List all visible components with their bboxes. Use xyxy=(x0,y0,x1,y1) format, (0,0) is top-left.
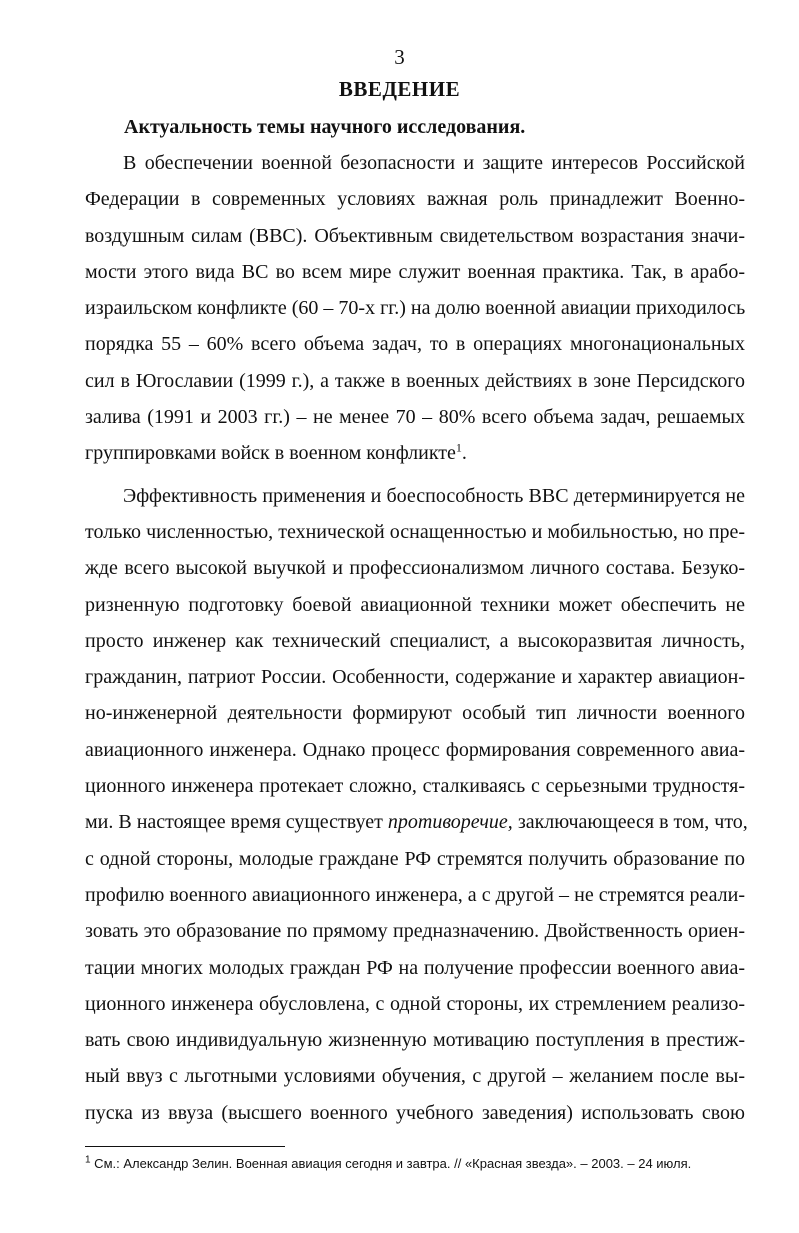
footnote xyxy=(85,1155,691,1173)
footnote-reference[interactable]: 1 xyxy=(455,440,462,455)
text-line: ризненную подготовку боевой авиационной техники может обеспечить не xyxy=(85,593,745,616)
text-fragment: группировками войск в военном конфликте xyxy=(85,442,456,465)
text-line: В обеспечении военной безопасности и защите интересов Российской xyxy=(123,152,745,174)
text-fragment: . xyxy=(461,442,467,465)
text-line: вать свою индивидуальную жизненную мотивацию поступления в престиж- xyxy=(85,1029,745,1052)
text-line: но-инженерной деятельности формируют особый тип личности военного xyxy=(85,702,745,725)
text-line: сил в Югославии (1999 г.), а также в военных действиях в зоне Персидского xyxy=(85,369,745,392)
section-subtitle: Актуальность темы научного исследования. xyxy=(124,116,526,138)
text-line: авиационного инженера. Однако процесс формирования современного авиа- xyxy=(85,738,745,761)
text-line: израильском конфликте (60 – 70-х гг.) на долю военной авиации приходилось xyxy=(85,297,746,320)
text-line: воздушным силам (ВВС). Объективным свидетельством возрастания значи- xyxy=(85,224,745,247)
text-fragment: ми. В настоящее время существует xyxy=(85,811,388,834)
text-line: мости этого вида ВС во всем мире служит военная практика. Так, в арабо- xyxy=(85,260,745,283)
footnote-marker: 1 xyxy=(85,1154,91,1166)
text-line: профилю военного авиационного инженера, а с другой – не стремятся реали- xyxy=(85,883,745,906)
text-line: с одной стороны, молодые граждане РФ стремятся получить образование по xyxy=(85,847,745,870)
text-line: просто инженер как технический специалист, а высокоразвитая личность, xyxy=(85,629,745,652)
text-fragment: заключающееся в том, что, xyxy=(512,811,748,834)
text-line: порядка 55 – 60% всего объема задач, то в операциях многонациональных xyxy=(85,333,745,356)
italic-term: противоречие, xyxy=(387,811,513,834)
text-line: жде всего высокой выучкой и профессионализмом личного состава. Безуко- xyxy=(85,557,745,580)
text-line: ный ввуз с льготными условиями обучения, с другой – желанием после вы- xyxy=(85,1065,745,1088)
text-line: Федерации в современных условиях важная роль принадлежит Военно- xyxy=(85,188,745,211)
footnote-text: См.: Александр Зелин. Военная авиация сегодня и завтра. // «Красная звезда». – 2003. – 24 июля. xyxy=(90,1156,692,1171)
page-number: 3 xyxy=(394,45,405,69)
text-line: зовать это образование по прямому предназначению. Двойственность ориен- xyxy=(85,920,745,943)
text-line xyxy=(85,807,748,843)
text-line: пуска из ввуза (высшего военного учебного заведения) использовать свою xyxy=(85,1101,745,1124)
paragraph-2 xyxy=(85,481,748,1134)
text-line: гражданин, патриот России. Особенности, содержание и характер авиацион- xyxy=(85,666,745,689)
text-line: ционного инженера протекает сложно, сталкиваясь с серьезными трудностя- xyxy=(85,775,745,798)
page-title: ВВЕДЕНИЕ xyxy=(338,77,461,101)
text-line: Эффективность применения и боеспособность ВВС детерминируется не xyxy=(123,484,745,507)
text-line: ционного инженера обусловлена, с одной стороны, их стремлением реализо- xyxy=(85,992,745,1015)
body-text xyxy=(85,148,748,1134)
text-line: залива (1991 и 2003 гг.) – не менее 70 – 80% всего объема задач, решаемых xyxy=(85,406,745,429)
text-line: только численностью, технической оснащенностью и мобильностью, но пре- xyxy=(85,520,745,543)
paragraph-1 xyxy=(85,148,745,475)
text-line: тации многих молодых граждан РФ на получение профессии военного авиа- xyxy=(85,956,745,979)
text-line xyxy=(85,438,745,474)
footnote-divider xyxy=(85,1146,285,1147)
